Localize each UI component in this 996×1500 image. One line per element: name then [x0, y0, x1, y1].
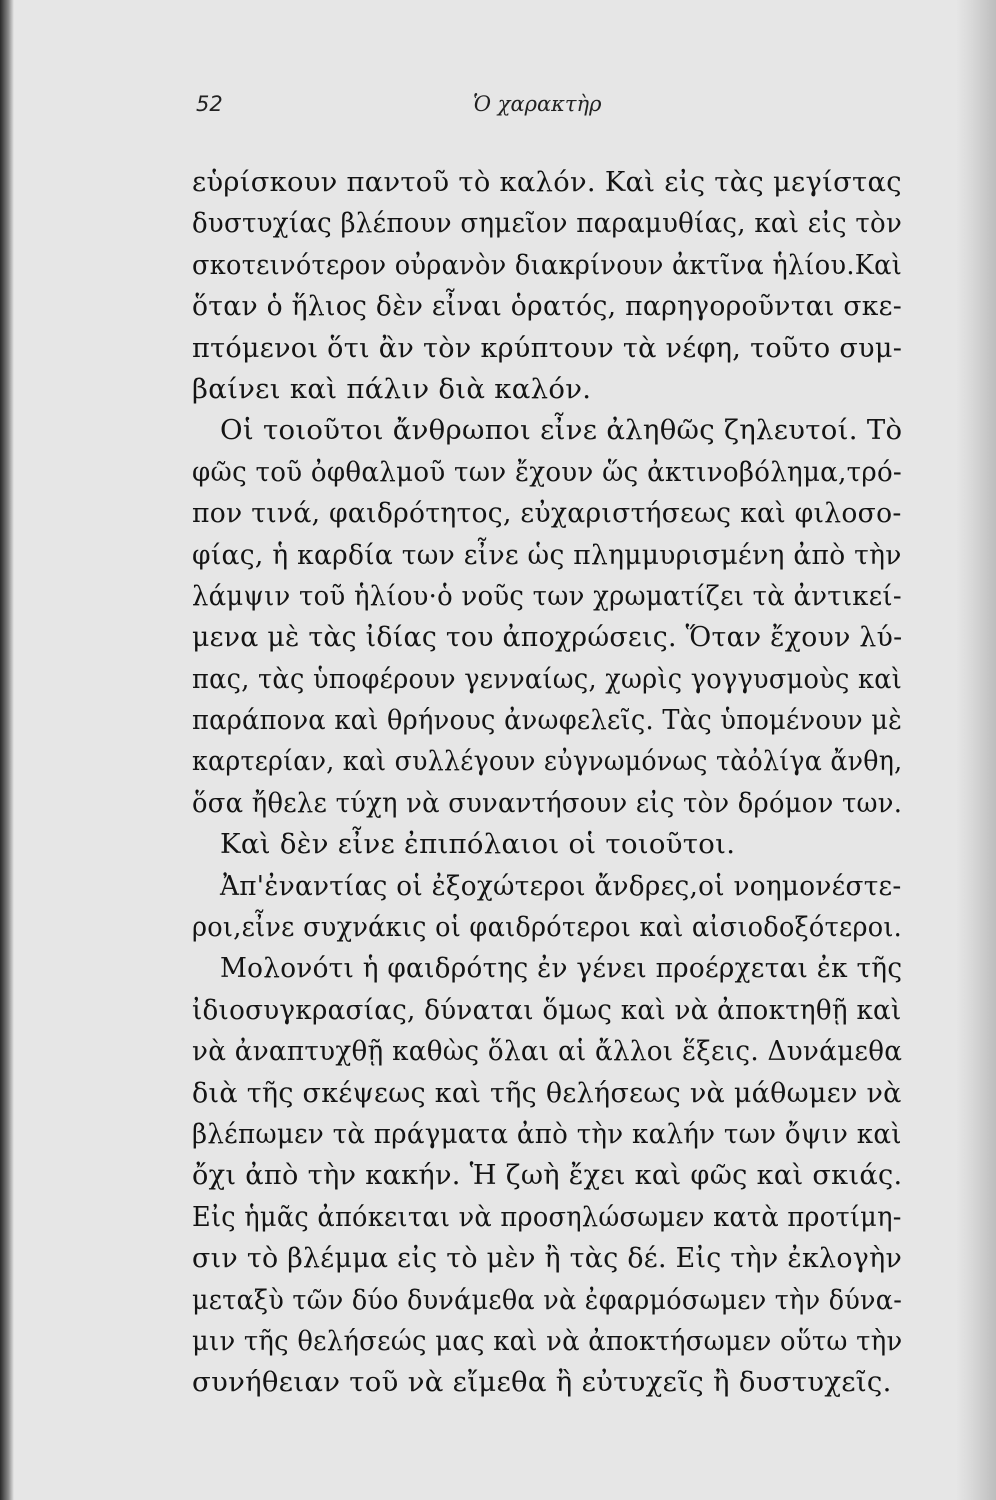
text-line: Μολονότι ἡ φαιδρότης ἐν γένει προέρχεται ἐκ τῆς: [220, 952, 903, 985]
text-line: βλέπωμεν τὰ πράγματα ἀπὸ τὴν καλήν των ὄψιν καὶ: [192, 1117, 902, 1150]
text-line: σιν τὸ βλέμμα εἰς τὸ μὲν ἢ τὰς δέ. Εἰς τὴν ἐκλογὴν: [192, 1242, 903, 1275]
text-line: πας, τὰς ὑποφέρουν γενναίως, χωρὶς γογγυσμοὺς καὶ: [192, 662, 903, 695]
text-line: Οἱ τοιοῦτοι ἄνθρωποι εἶνε ἀληθῶς ζηλευτοί. Τὸ: [220, 414, 903, 447]
text-line: μιν τῆς θελήσεώς μας καὶ νὰ ἀποκτήσωμεν οὕτω τὴν: [192, 1324, 903, 1357]
running-head: Ὁ χαρακτὴρ: [473, 92, 602, 116]
text-line: εὑρίσκουν παντοῦ τὸ καλόν. Καὶ εἰς τὰς μεγίστας: [192, 166, 902, 198]
text-line: ὄχι ἀπὸ τὴν κακήν. Ἡ ζωὴ ἔχει καὶ φῶς καὶ σκιάς.: [192, 1159, 903, 1192]
text-line: πτόμενοι ὅτι ἂν τὸν κρύπτουν τὰ νέφη, τοῦτο συμ-: [192, 331, 903, 364]
text-line: καρτερίαν, καὶ συλλέγουν εὐγνωμόνως τὰὀλίγα ἄνθη,: [192, 745, 903, 778]
text-line: λάμψιν τοῦ ἡλίου·ὁ νοῦς των χρωματίζει τὰ ἀντικεί-: [192, 579, 902, 612]
text-line: ὅταν ὁ ἥλιος δὲν εἶναι ὁρατός, παρηγοροῦνται σκε-: [192, 290, 902, 323]
text-line: μενα μὲ τὰς ἰδίας του ἀποχρώσεις. Ὅταν ἔχουν λύ-: [192, 621, 903, 654]
text-line: ροι,εἶνε συχνάκις οἱ φαιδρότεροι καὶ αἰσιοδοξότεροι.: [192, 911, 903, 944]
page-number: 52: [196, 92, 223, 116]
body-text: [192, 162, 922, 1404]
text-line: ὅσα ἤθελε τύχη νὰ συναντήσουν εἰς τὸν δρόμον των.: [192, 786, 903, 819]
page-left-edge: [0, 0, 14, 1500]
text-line: μεταξὺ τῶν δύο δυνάμεθα νὰ ἐφαρμόσωμεν τὴν δύνα-: [192, 1283, 903, 1316]
text-line: δυστυχίας βλέπουν σημεῖον παραμυθίας, καὶ εἰς τὸν: [192, 207, 903, 240]
text-line: νὰ ἀναπτυχθῇ καθὼς ὅλαι αἱ ἄλλοι ἕξεις. Δυνάμεθα: [192, 1035, 903, 1068]
text-line: βαίνει καὶ πάλιν διὰ καλόν.: [192, 372, 592, 405]
text-line: σκοτεινότερον οὐρανὸν διακρίνουν ἀκτῖνα ἡλίου.Καὶ: [192, 248, 903, 281]
text-line: ἰδιοσυγκρασίας, δύναται ὅμως καὶ νὰ ἀποκτηθῇ καὶ: [192, 993, 902, 1026]
text-line: παράπονα καὶ θρήνους ἀνωφελεῖς. Τὰς ὑπομένουν μὲ: [192, 704, 903, 737]
page-header: [196, 92, 756, 132]
page-right-edge: [956, 0, 996, 1500]
text-line: Ἀπ'ἐναντίας οἱ ἐξοχώτεροι ἄνδρες,οἱ νοημονέστε-: [220, 869, 902, 902]
text-line: πον τινά, φαιδρότητος, εὐχαριστήσεως καὶ φιλοσο-: [192, 497, 902, 530]
text-line: Εἰς ἡμᾶς ἀπόκειται νὰ προσηλώσωμεν κατὰ προτίμη-: [192, 1200, 902, 1233]
text-line: φίας, ἡ καρδία των εἶνε ὡς πλημμυρισμένη ἀπὸ τὴν: [192, 538, 902, 571]
text-line: διὰ τῆς σκέψεως καὶ τῆς θελήσεως νὰ μάθωμεν νὰ: [192, 1076, 902, 1109]
text-line: συνήθειαν τοῦ νὰ εἴμεθα ἢ εὐτυχεῖς ἢ δυστυχεῖς.: [192, 1366, 892, 1399]
text-line: φῶς τοῦ ὀφθαλμοῦ των ἔχουν ὥς ἀκτινοβόλημα,τρό-: [192, 455, 903, 488]
text-line: Καὶ δὲν εἶνε ἐπιπόλαιοι οἱ τοιοῦτοι.: [220, 828, 736, 861]
